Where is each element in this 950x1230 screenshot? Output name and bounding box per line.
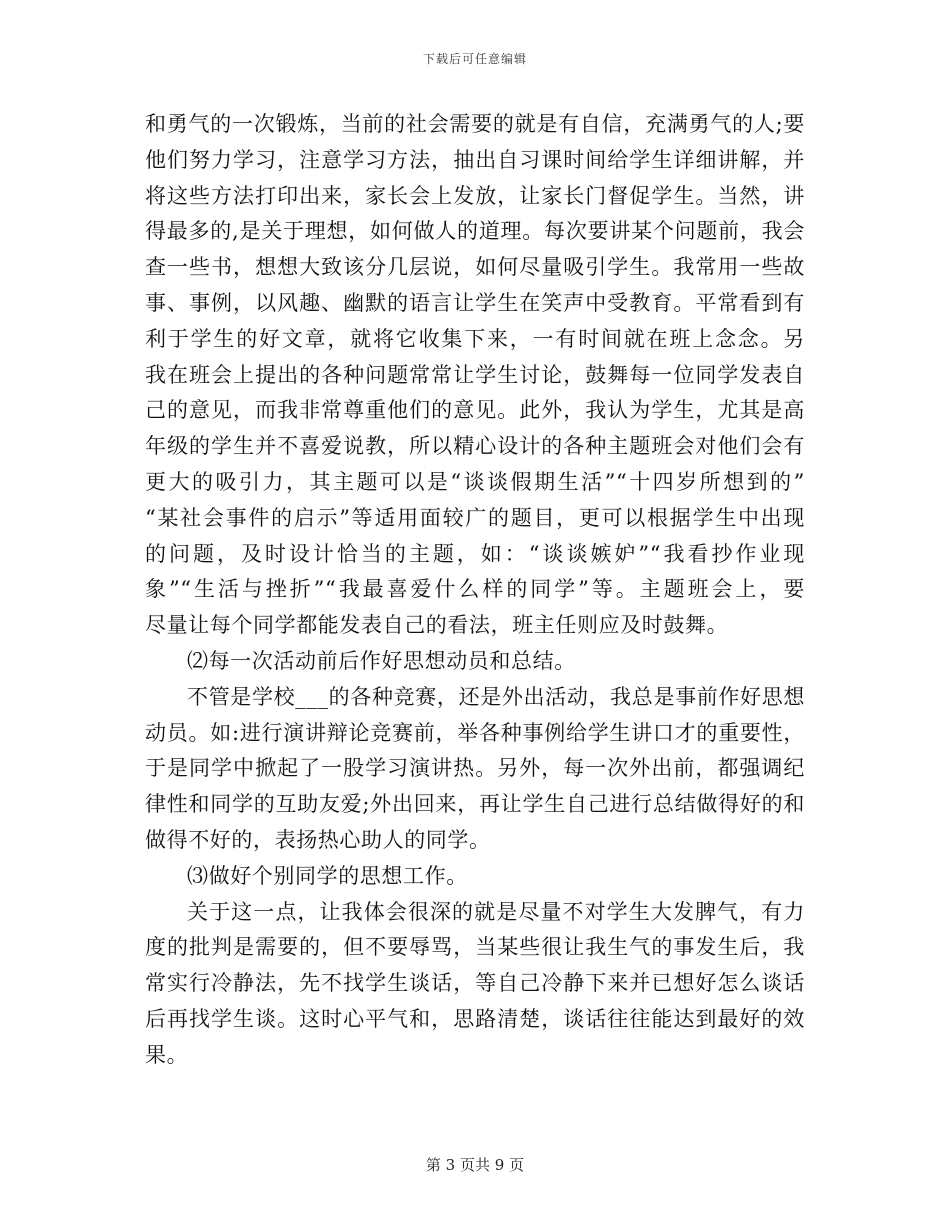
- text-line: 得最多的,是关于理想，如何做人的道理。每次要讲某个问题前，我会: [145, 219, 805, 244]
- text-line: 果。: [145, 1042, 189, 1067]
- text-line: 后再找学生谈。这时心平气和，思路清楚，谈话往往能达到最好的效: [145, 1006, 805, 1031]
- text-line: 象”“生活与挫折”“我最喜爱什么样的同学”等。主题班会上，要: [145, 577, 805, 602]
- text-line: “某社会事件的启示”等适用面较广的题目，更可以根据学生中出现: [145, 505, 805, 530]
- text-line: 我在班会上提出的各种问题常常让学生讨论，鼓舞每一位同学发表自: [145, 362, 805, 387]
- text-line: 将这些方法打印出来，家长会上发放，让家长门督促学生。当然，讲: [145, 183, 805, 208]
- text-line: 动员。如:进行演讲辩论竞赛前，举各种事例给学生讲口才的重要性，: [145, 720, 805, 745]
- text-line: 尽量让每个同学都能发表自己的看法，班主任则应及时鼓舞。: [145, 613, 729, 638]
- text-line: 律性和同学的互助友爱;外出回来，再让学生自己进行总结做得好的和: [145, 792, 805, 817]
- text-line: 年级的学生并不喜爱说教，所以精心设计的各种主题班会对他们会有: [145, 434, 805, 459]
- text-line: 和勇气的一次锻炼，当前的社会需要的就是有自信，充满勇气的人;要: [145, 112, 805, 136]
- text-line: 不管是学校___的各种竞赛，还是外出活动，我总是事前作好思想: [187, 684, 805, 709]
- text-line: 常实行冷静法，先不找学生谈话，等自己冷静下来并已想好怎么谈话: [145, 971, 805, 996]
- text-line: 度的批判是需要的，但不要辱骂，当某些很让我生气的事发生后，我: [145, 935, 805, 960]
- text-line: 关于这一点，让我体会很深的就是尽量不对学生大发脾气，有力: [187, 899, 805, 924]
- document-body: [145, 107, 805, 1074]
- text-line: 的问题，及时设计恰当的主题，如：“谈谈嫉妒”“我看抄作业现: [145, 541, 805, 566]
- text-line: 更大的吸引力，其主题可以是“谈谈假期生活”“十四岁所想到的”: [145, 469, 805, 494]
- text-line: 他们努力学习，注意学习方法，抽出自习课时间给学生详细讲解，并: [145, 147, 805, 172]
- text-line: 于是同学中掀起了一股学习演讲热。另外，每一次外出前，都强调纪: [145, 756, 805, 781]
- text-line: 己的意见，而我非常尊重他们的意见。此外，我认为学生，尤其是高: [145, 398, 805, 423]
- text-line: 做得不好的，表扬热心助人的同学。: [145, 827, 491, 852]
- page-footer: 第 3 页共 9 页: [425, 1156, 525, 1174]
- text-line: 查一些书，想想大致该分几层说，如何尽量吸引学生。我常用一些故: [145, 255, 805, 280]
- page-header: 下载后可任意编辑: [422, 52, 527, 66]
- section-heading: ⑶做好个别同学的思想工作。: [187, 863, 468, 888]
- text-line: 事、事例，以风趣、幽默的语言让学生在笑声中受教育。平常看到有: [145, 290, 805, 315]
- section-heading: ⑵每一次活动前后作好思想动员和总结。: [187, 648, 576, 673]
- text-line: 利于学生的好文章，就将它收集下来，一有时间就在班上念念。另: [145, 326, 805, 351]
